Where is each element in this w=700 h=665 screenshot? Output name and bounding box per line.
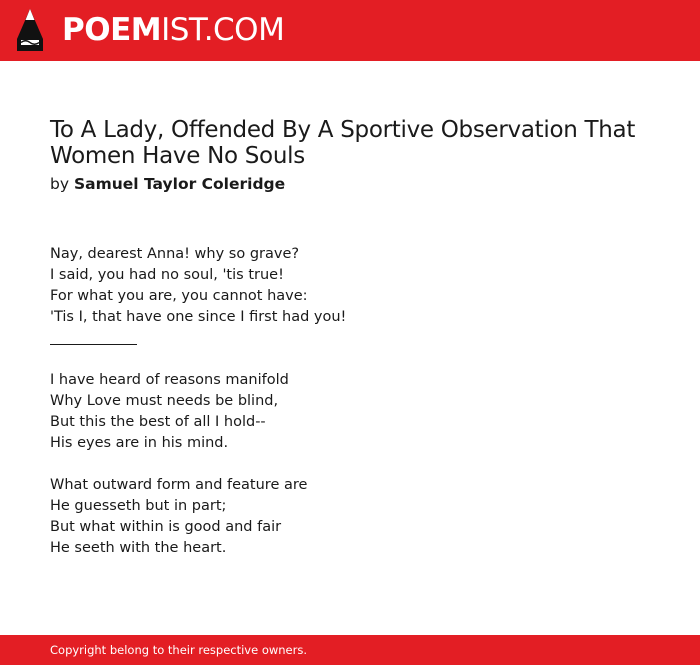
author-name: Samuel Taylor Coleridge: [73, 175, 286, 193]
poem-stanza: [50, 244, 650, 328]
site-footer: [0, 635, 700, 665]
poem-stanza: [50, 475, 650, 559]
poem-stanza: [50, 370, 650, 454]
poem-title: To A Lady, Offended By A Sportive Observation That Women Have No Souls: [50, 117, 636, 169]
poem-line: He guesseth but in part;: [50, 498, 227, 514]
poem-line: But this the best of all I hold--: [50, 414, 266, 430]
poem-line: I said, you had no soul, 'tis true!: [50, 267, 284, 283]
poem-line: Why Love must needs be blind,: [50, 393, 279, 409]
site-header: [0, 0, 700, 61]
logo-light-text: IST.COM: [161, 12, 285, 48]
poem-line: 'Tis I, that have one since I first had you!: [50, 309, 347, 325]
poem-line: His eyes are in his mind.: [50, 435, 229, 451]
poem-line: For what you are, you cannot have:: [50, 288, 308, 304]
poem-line: I have heard of reasons manifold: [50, 372, 289, 388]
poem-line: What outward form and feature are: [50, 477, 308, 493]
poem-line: But what within is good and fair: [50, 519, 282, 535]
poem-line: He seeth with the heart.: [50, 540, 227, 556]
logo-bold-text: POEM: [62, 12, 162, 48]
poem-line: Nay, dearest Anna! why so grave?: [50, 246, 300, 262]
site-logo[interactable]: [62, 10, 284, 50]
divider: [50, 344, 137, 345]
byline: [50, 174, 285, 194]
byline-prefix: by: [50, 175, 70, 193]
pencil-icon[interactable]: [17, 9, 43, 55]
copyright-text: Copyright belong to their respective owners.: [50, 643, 308, 657]
